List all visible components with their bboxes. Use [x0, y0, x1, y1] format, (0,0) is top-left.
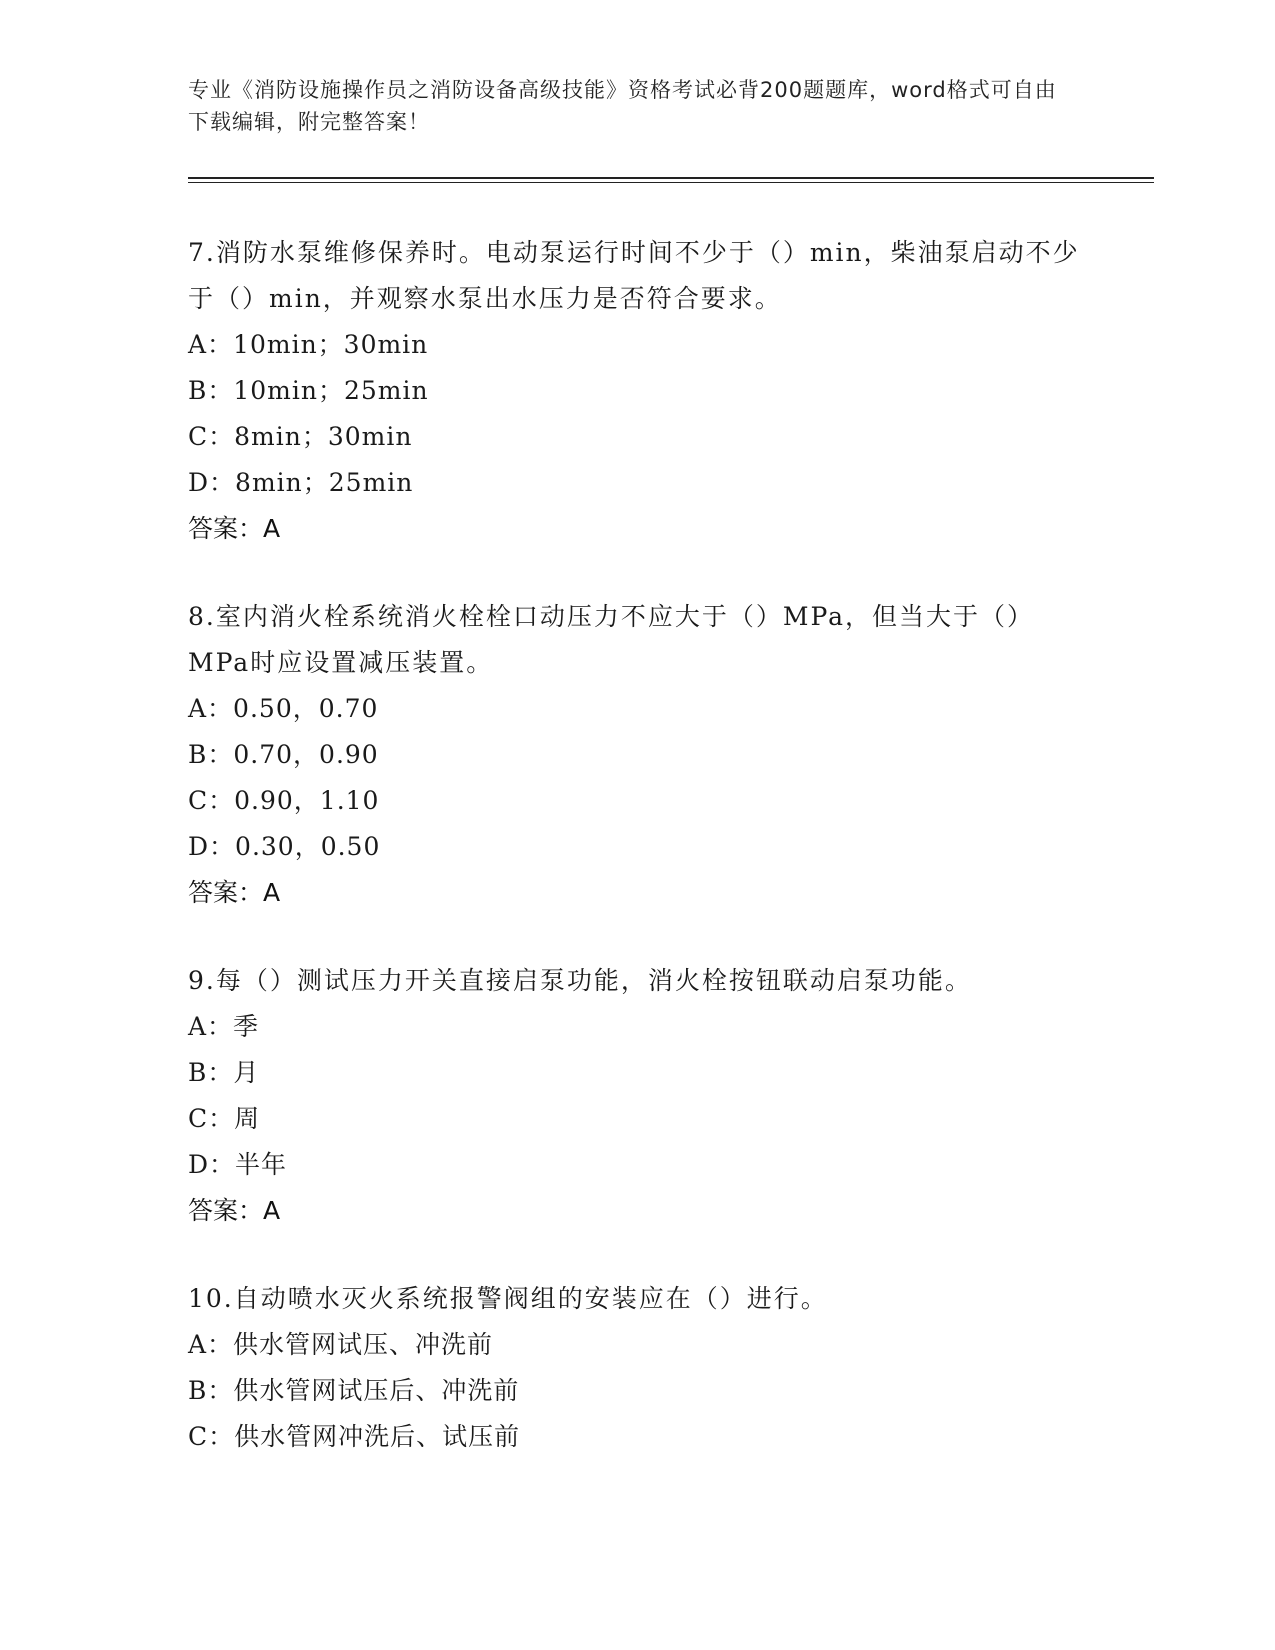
answer: 答案：A [188, 1196, 281, 1225]
question-7 [188, 230, 1088, 552]
question-stem: 7.消防水泵维修保养时。电动泵运行时间不少于（）min，柴油泵启动不少于（）min，并观察水泵出水压力是否符合要求。 [188, 238, 1080, 313]
option-b: B：供水管网试压后、冲洗前 [188, 1376, 520, 1405]
header-divider-thick [188, 177, 1154, 179]
option-b: B：0.70，0.90 [188, 740, 379, 769]
question-9 [188, 958, 1088, 1234]
option-b: B：10min；25min [188, 376, 429, 405]
option-d: D：8min；25min [188, 468, 414, 497]
question-stem: 10.自动喷水灭火系统报警阀组的安装应在（）进行。 [188, 1284, 828, 1313]
option-c: C：8min；30min [188, 422, 413, 451]
question-stem: 8.室内消火栓系统消火栓栓口动压力不应大于（）MPa，但当大于（）MPa时应设置减压装置。 [188, 602, 1035, 677]
option-a: A：季 [188, 1012, 260, 1041]
question-10 [188, 1276, 1088, 1460]
option-c: C：周 [188, 1104, 261, 1133]
option-b: B：月 [188, 1058, 260, 1087]
answer: 答案：A [188, 514, 281, 543]
answer: 答案：A [188, 878, 281, 907]
option-c: C：0.90，1.10 [188, 786, 380, 815]
option-d: D：0.30，0.50 [188, 832, 381, 861]
question-8 [188, 594, 1088, 916]
document-header: 专业《消防设施操作员之消防设备高级技能》资格考试必背200题题库，word格式可自由下载编辑，附完整答案！ [188, 78, 1057, 134]
option-c: C：供水管网冲洗后、试压前 [188, 1422, 521, 1451]
option-a: A：供水管网试压、冲洗前 [188, 1330, 494, 1359]
header-divider-thin [188, 182, 1154, 183]
option-d: D：半年 [188, 1150, 288, 1179]
option-a: A：10min；30min [188, 330, 429, 359]
question-stem: 9.每（）测试压力开关直接启泵功能，消火栓按钮联动启泵功能。 [188, 966, 972, 995]
option-a: A：0.50，0.70 [188, 694, 379, 723]
